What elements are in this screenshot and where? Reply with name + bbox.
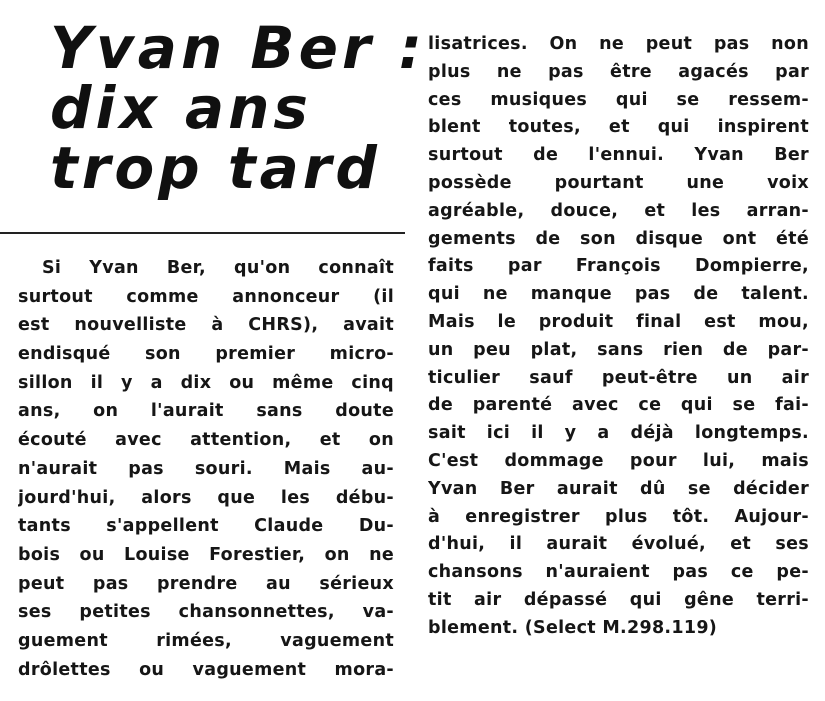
- text-line: blent toutes, et qui inspirent: [428, 117, 809, 138]
- headline-line: dix ans: [50, 74, 312, 142]
- text-line: peut pas prendre au sérieux: [18, 573, 394, 594]
- text-line: n'aurait pas souri. Mais au-: [18, 458, 394, 479]
- text-line: bois ou Louise Forestier, on ne: [18, 544, 394, 565]
- article-headline: [50, 14, 426, 202]
- headline-line: Yvan Ber :: [50, 14, 426, 82]
- text-line: Yvan Ber aurait dû se décider: [428, 478, 809, 499]
- text-line: jourd'hui, alors que les débu-: [18, 487, 394, 508]
- article-column-left: [18, 254, 394, 684]
- text-line: endisqué son premier micro-: [18, 344, 394, 365]
- text-line: faits par François Dompierre,: [428, 256, 809, 277]
- text-line: tit air dépassé qui gêne terri-: [428, 589, 809, 610]
- text-line: Si Yvan Ber, qu'on connaît: [42, 258, 394, 278]
- text-line: gements de son disque ont été: [428, 228, 809, 249]
- text-line: qui ne manque pas de talent.: [428, 284, 809, 305]
- text-line: est nouvelliste à CHRS), avait: [18, 315, 394, 336]
- text-line: chansons n'auraient pas ce pe-: [428, 562, 809, 583]
- text-line: surtout comme annonceur (il: [18, 286, 394, 307]
- text-line: sillon il y a dix ou même cinq: [18, 372, 394, 393]
- headline-divider: [0, 232, 405, 234]
- text-line: Mais le produit final est mou,: [428, 311, 809, 332]
- text-line: un peu plat, sans rien de par-: [428, 339, 809, 360]
- text-line: drôlettes ou vaguement mora-: [18, 659, 394, 680]
- text-line: ticulier sauf peut-être un air: [428, 367, 809, 388]
- text-line: blement. (Select M.298.119): [428, 617, 718, 638]
- text-line: ces musiques qui se ressem-: [428, 89, 809, 110]
- text-line: ans, on l'aurait sans doute: [18, 401, 394, 422]
- text-line: plus ne pas être agacés par: [428, 61, 809, 82]
- text-line: C'est dommage pour lui, mais: [428, 450, 809, 471]
- text-line: écouté avec attention, et on: [18, 430, 394, 451]
- text-line: lisatrices. On ne peut pas non: [428, 34, 809, 54]
- text-line: ses petites chansonnettes, va-: [18, 602, 394, 623]
- headline-line: trop tard: [50, 134, 381, 202]
- text-line: agréable, douce, et les arran-: [428, 200, 809, 221]
- text-line: guement rimées, vaguement: [18, 630, 394, 651]
- text-line: sait ici il y a déjà longtemps.: [428, 423, 809, 444]
- text-line: d'hui, il aurait évolué, et ses: [428, 534, 809, 555]
- text-line: de parenté avec ce qui se fai-: [428, 395, 809, 416]
- article-column-right: [428, 31, 809, 643]
- text-line: surtout de l'ennui. Yvan Ber: [428, 145, 809, 166]
- text-line: tants s'appellent Claude Du-: [18, 516, 394, 537]
- text-line: à enregistrer plus tôt. Aujour-: [428, 506, 809, 527]
- text-line: possède pourtant une voix: [428, 172, 809, 193]
